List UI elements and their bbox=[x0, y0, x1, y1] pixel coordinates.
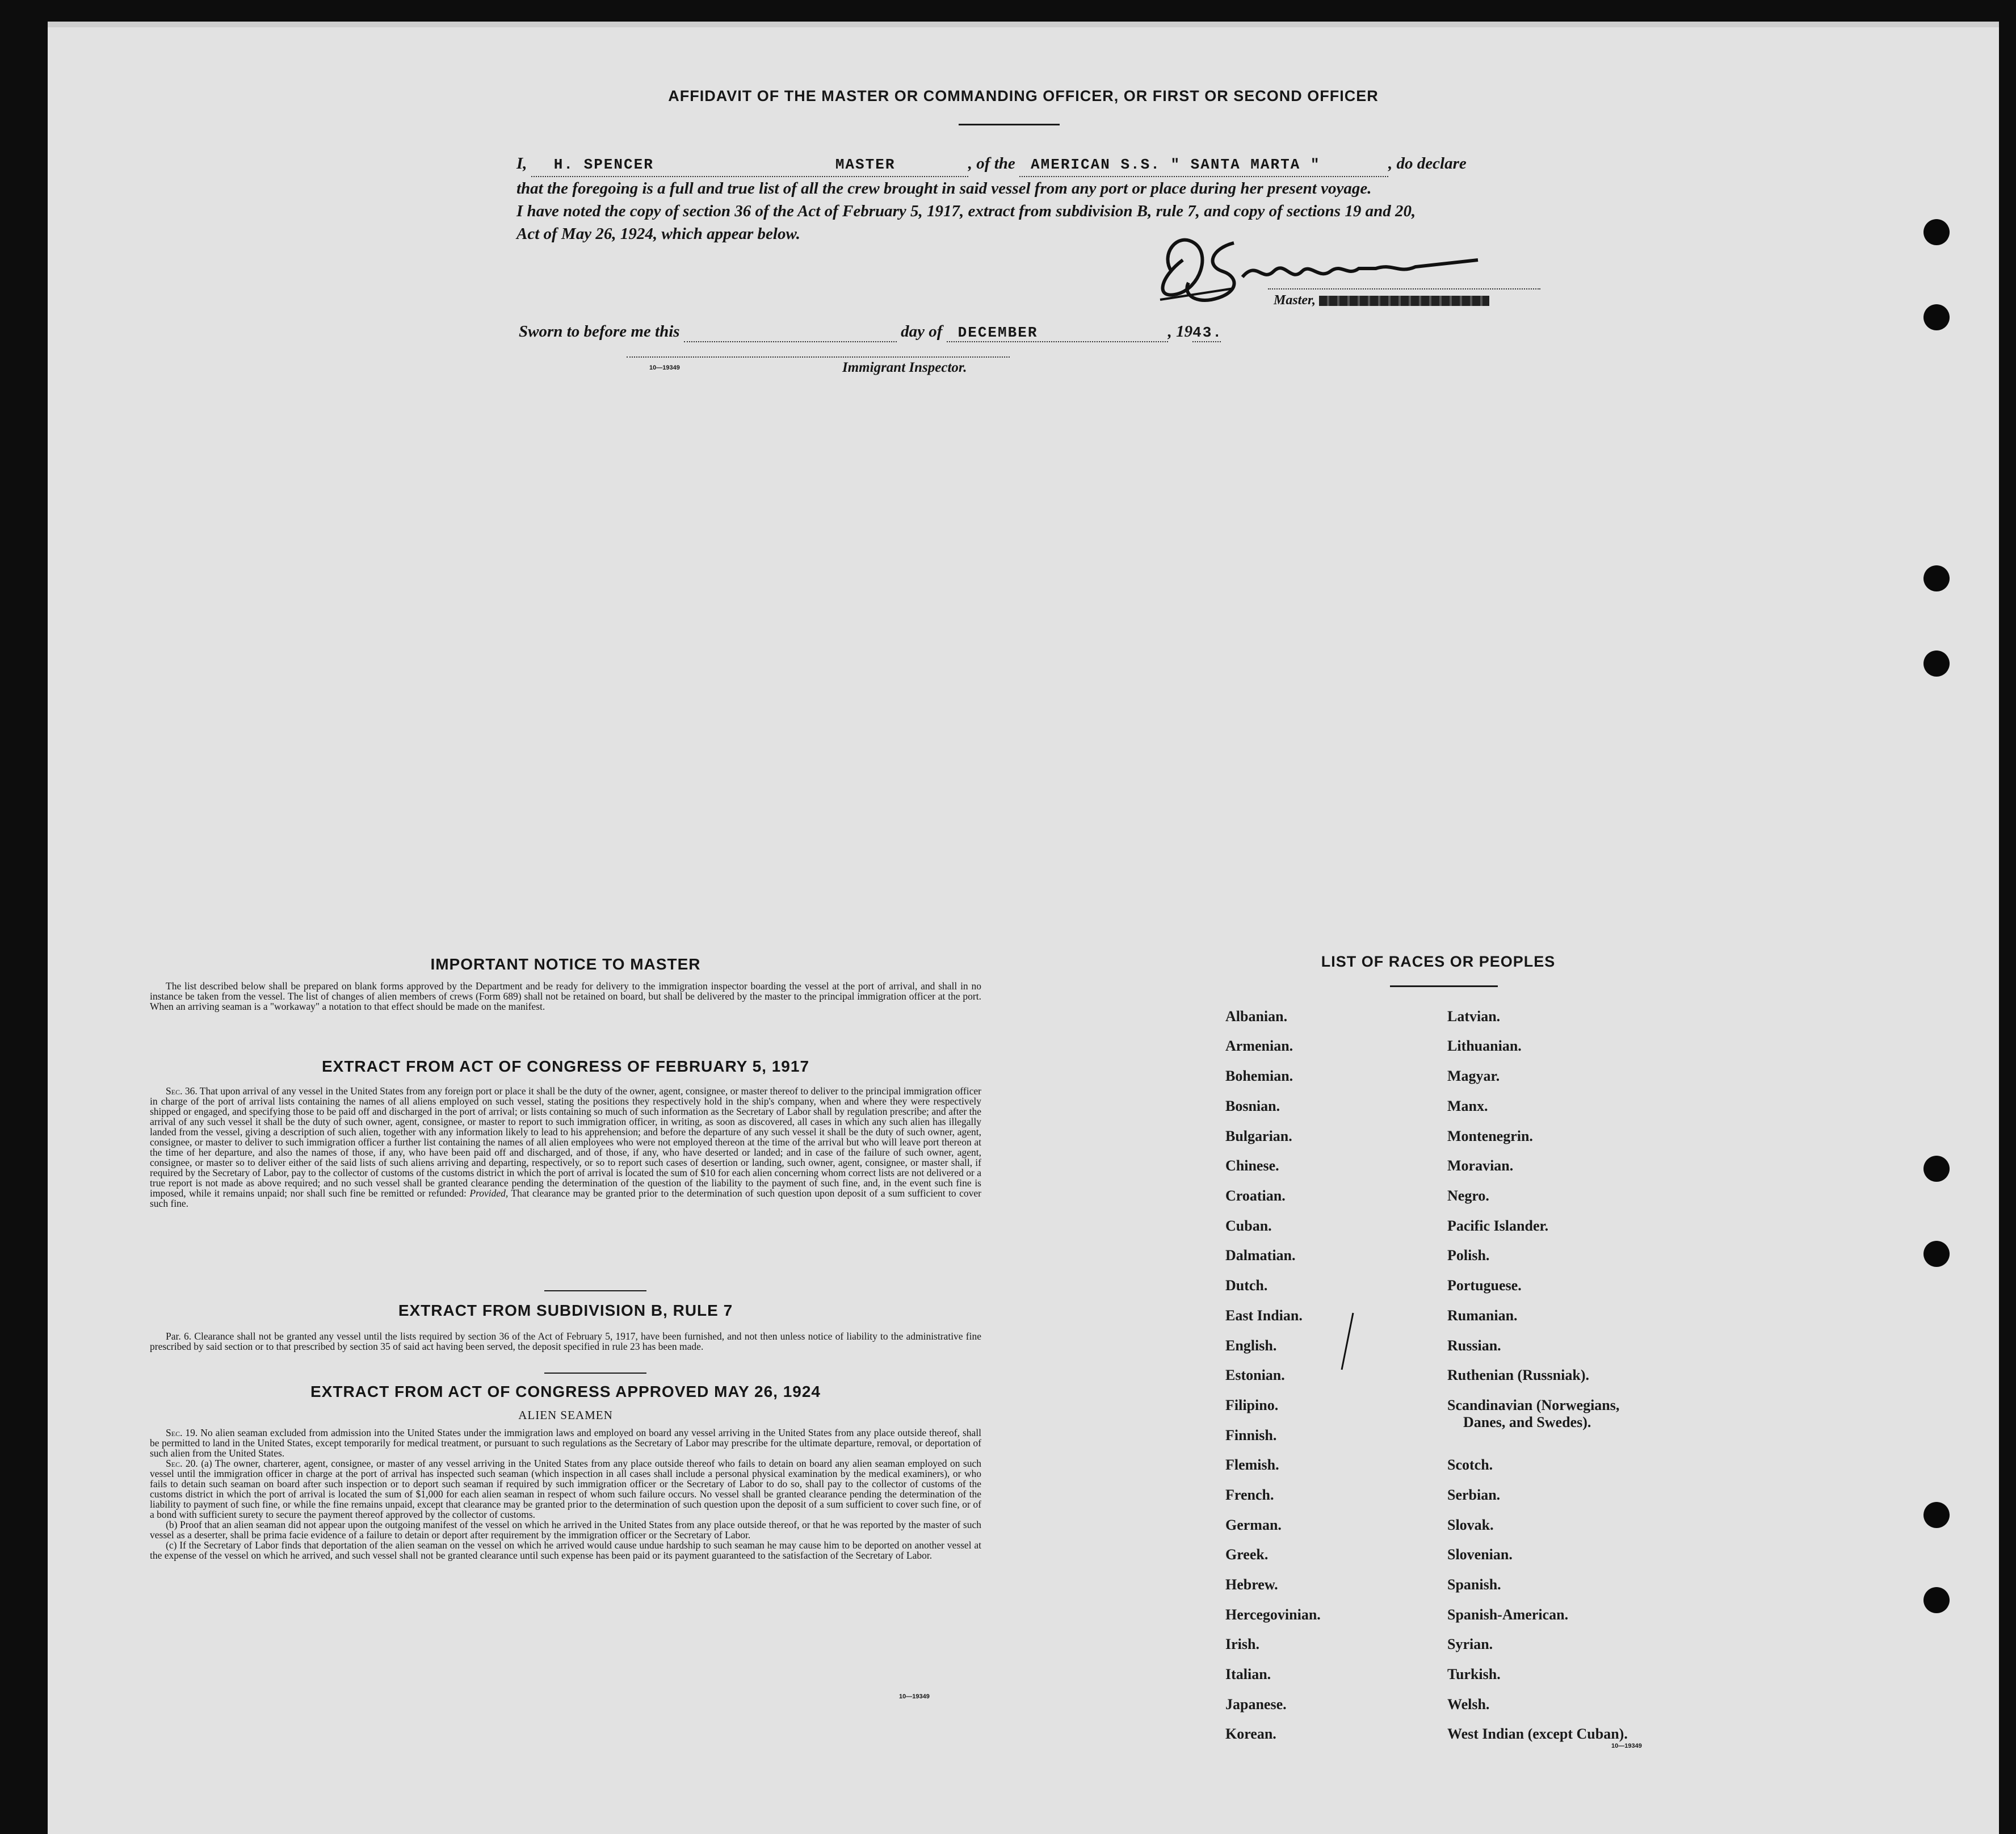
race-item: Japanese. bbox=[1225, 1696, 1287, 1713]
race-item: English. bbox=[1225, 1337, 1277, 1354]
affidavit-line-3: I have noted the copy of section 36 of the Act of February 5, 1917, extract from subdivision B, rule 7, and copy of sections 19 and 20, bbox=[516, 202, 1416, 220]
struck-through-text bbox=[1319, 296, 1489, 306]
race-item: Manx. bbox=[1447, 1098, 1488, 1114]
race-item: Magyar. bbox=[1447, 1068, 1500, 1084]
race-item: Moravian. bbox=[1447, 1157, 1514, 1174]
race-item: Bulgarian. bbox=[1225, 1128, 1292, 1144]
race-item: Negro. bbox=[1447, 1187, 1489, 1204]
notice-body bbox=[150, 981, 981, 1012]
race-item: Montenegrin. bbox=[1447, 1128, 1533, 1144]
master-name: H. SPENCER bbox=[553, 156, 654, 173]
race-item: Croatian. bbox=[1225, 1187, 1286, 1204]
section-19-paragraph bbox=[150, 1428, 981, 1458]
section-36-text: That upon arrival of any vessel in the United States from any foreign port or place it shall be the duty of the owner, agent, consignee, or master thereof to deliver to the principal immigration officer in charge of the port of arrival lists containing the names of all aliens employed on such vessel, stating the positions they respectively hold in the ship's company, when and where they were respectively shipped or engaged, and specifying those to be paid off and discharged in the port of arrival; or lists containing so much of such information as the Secretary of Labor shall by regulation prescribe; and after the arrival of any such vessel it shall be the duty of such owner, agent, consignee, or master to report to such immigration officer, in writing, as soon as discovered, all cases in which any such alien has illegally landed from the vessel, giving a description of such alien, together with any information likely to lead to his apprehension; and before the departure of any such vessel it shall be the duty of such owner, agent, consignee, or master to deliver to such immigration officer a further list containing the names of all alien employees who were not employed thereon at the time of the arrival but who will leave port thereon at the time of her departure, and also the names of those, if any, who have been paid off and discharged, and of those, if any, who have deserted or landed; and in case of the failure of such owner, agent, consignee, or master so to deliver either of the said lists of such aliens arriving and departing, respectively, or so to report such cases of desertion or landing, such owner, agent, consignee, or master shall, if required by the Secretary of Labor, pay to the collector of customs of the customs district in which the port of arrival is located the sum of $10 for each alien concerning whom correct lists are not delivered or a true report is not made as above required; and no such vessel shall be granted clearance pending the determination of the question of the liability to the payment of such fine, and, in the event such fine is imposed, while it remains unpaid; nor shall such fine be remitted or refunded: bbox=[150, 1085, 981, 1199]
punch-hole bbox=[1923, 1587, 1950, 1613]
punch-hole bbox=[1923, 219, 1950, 245]
race-item: Flemish. bbox=[1225, 1457, 1279, 1473]
extract-1924-body bbox=[150, 1428, 981, 1560]
section-divider bbox=[544, 1290, 646, 1291]
punch-hole bbox=[1923, 565, 1950, 591]
race-item: Dutch. bbox=[1225, 1277, 1268, 1294]
extract-1924-title: EXTRACT FROM ACT OF CONGRESS APPROVED MAY 26, 1924 bbox=[310, 1383, 821, 1400]
race-item: Dalmatian. bbox=[1225, 1247, 1296, 1264]
section-36-text-end: That clearance may be granted prior to the determination of such question upon deposit of a sum sufficient to cover such fine. bbox=[150, 1187, 981, 1209]
race-item: Hercegovinian. bbox=[1225, 1606, 1321, 1623]
page-top-edge bbox=[48, 22, 1999, 27]
race-item: Polish. bbox=[1447, 1247, 1490, 1264]
race-item: Cuban. bbox=[1225, 1218, 1272, 1234]
races-divider bbox=[1390, 985, 1498, 987]
provided-word: Provided, bbox=[469, 1187, 509, 1199]
section-20a-paragraph bbox=[150, 1458, 981, 1520]
race-item: Scotch. bbox=[1447, 1457, 1493, 1473]
extract-1917-body bbox=[150, 1086, 981, 1208]
sworn-month: DECEMBER bbox=[957, 324, 1038, 341]
sworn-label: Sworn to before me this bbox=[519, 322, 680, 341]
race-item: Russian. bbox=[1447, 1337, 1501, 1354]
punch-hole bbox=[1923, 1156, 1950, 1182]
intro-i: I, bbox=[516, 154, 527, 173]
sworn-statement bbox=[519, 322, 1221, 342]
form-number-right: 10—19349 bbox=[1611, 1743, 1642, 1749]
title-divider bbox=[959, 124, 1060, 125]
master-signature-label bbox=[1274, 293, 1489, 308]
race-item: Filipino. bbox=[1225, 1397, 1279, 1413]
race-item: Latvian. bbox=[1447, 1008, 1501, 1025]
race-item: Bosnian. bbox=[1225, 1098, 1280, 1114]
sworn-day-field bbox=[684, 322, 897, 342]
race-item: Estonian. bbox=[1225, 1367, 1285, 1383]
affidavit-line-4: Act of May 26, 1924, which appear below. bbox=[516, 225, 800, 243]
race-item: Turkish. bbox=[1447, 1666, 1501, 1682]
of-the-label: , of the bbox=[968, 154, 1015, 173]
race-item: Albanian. bbox=[1225, 1008, 1288, 1025]
master-label: Master, bbox=[1274, 293, 1316, 308]
race-item: French. bbox=[1225, 1487, 1274, 1503]
section-36-paragraph bbox=[150, 1086, 981, 1208]
extract-1917-title: EXTRACT FROM ACT OF CONGRESS OF FEBRUARY 5, 1917 bbox=[321, 1057, 810, 1075]
race-item: Scandinavian (Norwegians, bbox=[1447, 1397, 1620, 1413]
race-item: Pacific Islander. bbox=[1447, 1218, 1549, 1234]
form-number-top: 10—19349 bbox=[649, 364, 680, 371]
race-item: Bohemian. bbox=[1225, 1068, 1293, 1084]
name-rank-field bbox=[531, 152, 968, 177]
race-item: Serbian. bbox=[1447, 1487, 1501, 1503]
race-item: West Indian (except Cuban). bbox=[1447, 1726, 1628, 1742]
race-item: Irish. bbox=[1225, 1636, 1259, 1652]
affidavit-title: AFFIDAVIT OF THE MASTER OR COMMANDING OFFICER, OR FIRST OR SECOND OFFICER bbox=[668, 87, 1379, 104]
rule-7-title: EXTRACT FROM SUBDIVISION B, RULE 7 bbox=[398, 1302, 733, 1319]
race-item: Armenian. bbox=[1225, 1038, 1293, 1054]
inspector-signature-line bbox=[627, 356, 1010, 358]
race-item: East Indian. bbox=[1225, 1307, 1303, 1324]
vessel-name: AMERICAN S.S. " SANTA MARTA " bbox=[1031, 156, 1321, 173]
races-title: LIST OF RACES OR PEOPLES bbox=[1321, 953, 1556, 970]
race-item: Chinese. bbox=[1225, 1157, 1279, 1174]
race-item: German. bbox=[1225, 1517, 1282, 1533]
affidavit-line-1 bbox=[516, 152, 1595, 177]
race-item: Spanish. bbox=[1447, 1576, 1501, 1593]
section-19-label: Sec. 19. bbox=[166, 1427, 198, 1438]
notice-title: IMPORTANT NOTICE TO MASTER bbox=[430, 955, 701, 973]
alien-seamen-subtitle: ALIEN SEAMEN bbox=[518, 1408, 613, 1422]
punch-hole bbox=[1923, 650, 1950, 677]
section-20b-paragraph: (b) Proof that an alien seaman did not appear upon the outgoing manifest of the vessel on which he arrived in the United States from any place outside thereof, or that he was reported by the master of such vessel as a deserter, shall be prima facie evidence of a failure to detain or deport after requirement by the immigration officer or the Secretary of Labor. bbox=[150, 1519, 981, 1541]
race-item: Lithuanian. bbox=[1447, 1038, 1522, 1054]
race-item: Korean. bbox=[1225, 1726, 1276, 1742]
day-of-label: day of bbox=[901, 322, 943, 341]
master-rank: MASTER bbox=[835, 156, 896, 173]
race-item: Welsh. bbox=[1447, 1696, 1490, 1713]
rule-7-paragraph: Par. 6. Clearance shall not be granted any vessel until the lists required by section 36 of the Act of February 5, 1917, have been furnished, and not then unless notice of liability to the administrative fine prescribed by said section or to that prescribed by section 35 of said act having been served, the deposit specified in rule 23 has been made. bbox=[150, 1331, 981, 1352]
pen-mark bbox=[1336, 1310, 1359, 1373]
punch-hole bbox=[1923, 304, 1950, 330]
race-item: Danes, and Swedes). bbox=[1463, 1414, 1591, 1430]
section-20-label: Sec. 20. bbox=[166, 1458, 198, 1469]
race-item: Slovenian. bbox=[1447, 1546, 1513, 1563]
vessel-field bbox=[1019, 152, 1388, 177]
document-page bbox=[48, 22, 1999, 1834]
race-item: Ruthenian (Russniak). bbox=[1447, 1367, 1589, 1383]
section-20a-text: (a) The owner, charterer, agent, consignee, or master of any vessel arriving in the United States from any place outside thereof who fails to detain on board any alien seaman employed on such vessel until the immigration officer in charge at the port of arrival has inspected such seaman (which inspection in all cases shall include a personal physical examination by the medical examiners), or who fails to detain such seaman on board after such inspection or to deport such seaman if required by such immigration officer or the Secretary of Labor to do so, shall pay to the collector of customs of the customs district in which the port of arrival is located the sum of $1,000 for each alien seaman in respect of whom such failure occurs. No vessel shall be granted clearance pending the determination of the liability to payment of such fine, or while the fine remains unpaid, except that clearance may be granted prior to the determination of such question upon the deposit of a sum sufficient to cover such fine, or of a bond with sufficient surety to secure the payment thereof approved by the collector of customs. bbox=[150, 1458, 981, 1520]
race-item: Rumanian. bbox=[1447, 1307, 1518, 1324]
section-36-label: Sec. 36. bbox=[166, 1085, 198, 1097]
race-item: Slovak. bbox=[1447, 1517, 1494, 1533]
race-item: Greek. bbox=[1225, 1546, 1269, 1563]
race-item: Syrian. bbox=[1447, 1636, 1493, 1652]
year-field bbox=[1192, 322, 1221, 342]
month-field bbox=[947, 322, 1168, 342]
signature-line bbox=[1268, 288, 1540, 289]
year-prefix: , 19 bbox=[1167, 322, 1193, 341]
race-item: Portuguese. bbox=[1447, 1277, 1522, 1294]
punch-hole bbox=[1923, 1502, 1950, 1528]
punch-hole bbox=[1923, 1241, 1950, 1267]
notice-paragraph: The list described below shall be prepared on blank forms approved by the Department and be ready for delivery to the immigration inspector boarding the vessel at the port of arrival, and shall in no instance be taken from the vessel. The list of changes of alien members of crews (Form 689) shall not be retained on board, but shall be delivered by the master to the principal immigration officer at the port. When an arriving seaman is a "workaway" a notation to that effect should be made on the manifest. bbox=[150, 980, 981, 1012]
race-item: Spanish-American. bbox=[1447, 1606, 1569, 1623]
do-declare-label: , do declare bbox=[1388, 154, 1467, 173]
section-divider bbox=[544, 1373, 646, 1374]
race-item: Hebrew. bbox=[1225, 1576, 1278, 1593]
sworn-year: 43. bbox=[1192, 324, 1223, 341]
affidavit-line-2: that the foregoing is a full and true list of all the crew brought in said vessel from any port or place during her present voyage. bbox=[516, 179, 1372, 198]
inspector-label: Immigrant Inspector. bbox=[842, 360, 967, 375]
form-number-left: 10—19349 bbox=[899, 1693, 930, 1700]
rule-7-body bbox=[150, 1331, 981, 1352]
race-item: Italian. bbox=[1225, 1666, 1271, 1682]
section-20c-paragraph: (c) If the Secretary of Labor finds that deportation of the alien seaman on the vessel on which he arrived would cause undue hardship to such seaman he may cause him to be deported on another vessel at the expense of the vessel on which he arrived, and such vessel shall not be granted clearance until such expense has been paid or its payment guaranteed to the satisfaction of the Secretary of Labor. bbox=[150, 1539, 981, 1561]
race-item: Finnish. bbox=[1225, 1427, 1277, 1443]
section-19-text: No alien seaman excluded from admission into the United States under the immigration laws and employed on board any vessel arriving in the United States from any place outside thereof, shall be permitted to land in the United States, except temporarily for medical treatment, or pursuant to such regulations as the Secretary of Labor may prescribe for the ultimate departure, removal, or deportation of such alien from the United States. bbox=[150, 1427, 982, 1459]
